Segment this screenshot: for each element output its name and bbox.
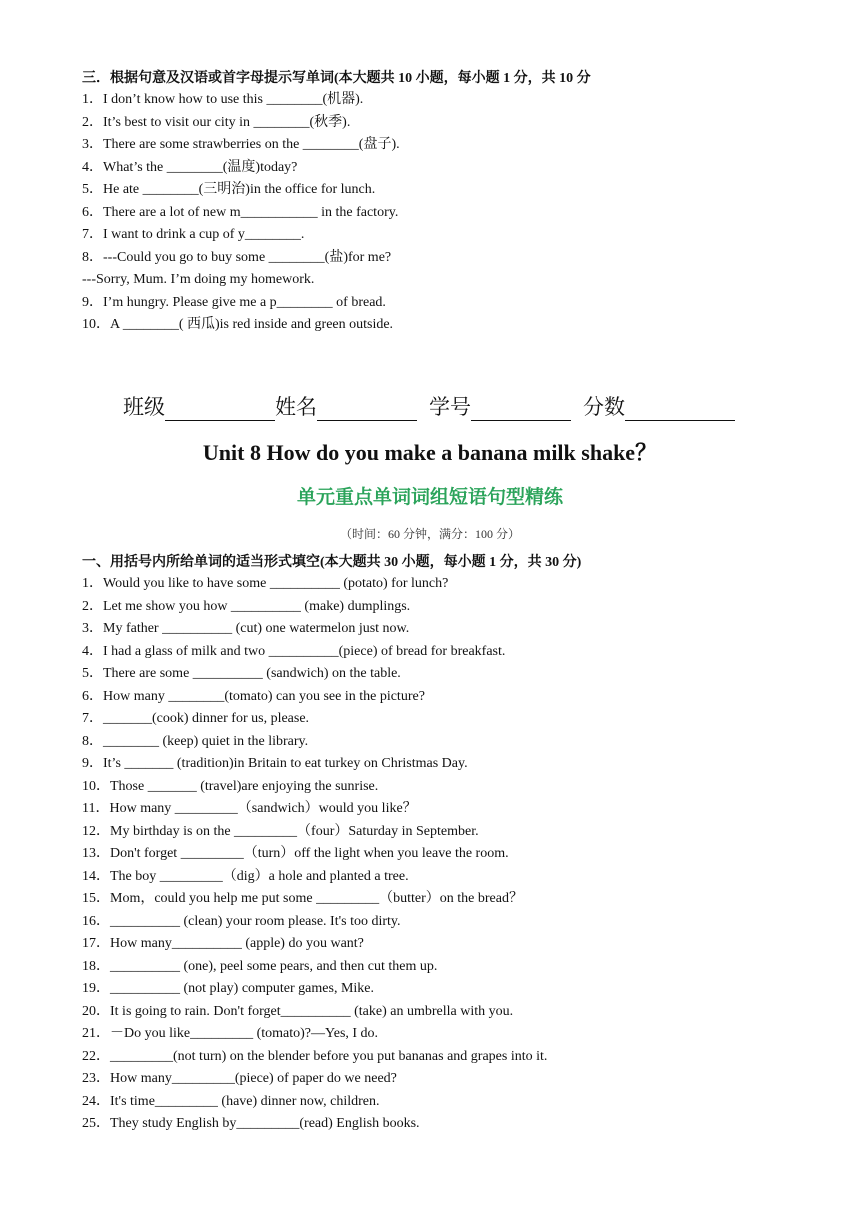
question-item: 7．I want to drink a cup of y________. — [82, 227, 305, 242]
question-item: 17．How many__________ (apple) do you want? — [82, 936, 364, 951]
question-item: 11．How many _________（sandwich）would you like？ — [82, 801, 417, 816]
section-3-title: 三．根据句意及汉语或首字母提示写单词(本大题共 10 小题，每小题 1 分，共 10 分 — [82, 71, 591, 86]
question-item: 2．Let me show you how __________ (make) dumplings. — [82, 598, 411, 614]
score-field[interactable] — [625, 398, 735, 421]
section-3-list — [82, 89, 400, 337]
question-item: 19．__________ (not play) computer games, Mike. — [82, 981, 375, 996]
question-item: 15．Mom，could you help me put some _________（butter）on the bread？ — [82, 891, 523, 906]
question-item: 4．I had a glass of milk and two __________(piece) of bread for breakfast. — [82, 643, 506, 659]
question-item: 20．It is going to rain. Don't forget__________ (take) an umbrella with you. — [82, 1003, 514, 1019]
question-item: 14．The boy _________（dig）a hole and planted a tree. — [82, 868, 409, 884]
name-label: 姓名 — [275, 395, 317, 419]
unit-title: Unit 8 How do you make a banana milk shake？ — [202, 440, 658, 465]
question-item: 8．________ (keep) quiet in the library. — [82, 733, 309, 749]
question-item: 5．There are some __________ (sandwich) on the table. — [82, 666, 401, 681]
number-label: 学号 — [429, 395, 471, 419]
question-item: 10．Those _______ (travel)are enjoying the sunrise. — [82, 778, 379, 794]
question-item: 24．It's time_________ (have) dinner now, children. — [82, 1093, 380, 1109]
question-item: 9．I’m hungry. Please give me a p________ of bread. — [82, 294, 386, 310]
question-item: 9．It’s _______ (tradition)in Britain to eat turkey on Christmas Day. — [82, 756, 468, 771]
question-item: 16．__________ (clean) your room please. It's too dirty. — [82, 913, 401, 929]
question-item: 5．He ate ________(三明治)in the office for lunch. — [82, 182, 376, 197]
question-item: 21．－Do you like_________ (tomato)?—Yes, I do. — [82, 1026, 379, 1041]
question-item: 10．A ________( 西瓜)is red inside and green outside. — [82, 317, 394, 332]
name-field[interactable] — [317, 398, 417, 421]
time-note: （时间：60 分钟，满分：100 分） — [339, 527, 520, 541]
question-item: 13．Don't forget _________（turn）off the light when you leave the room. — [82, 846, 509, 861]
question-item: 3．My father __________ (cut) one watermelon just now. — [82, 621, 410, 636]
question-item: 6．How many ________(tomato) can you see in the picture? — [82, 688, 425, 704]
section-1-list — [82, 573, 547, 1136]
number-field[interactable] — [471, 398, 571, 421]
class-label: 班级 — [123, 395, 165, 419]
score-label: 分数 — [583, 395, 625, 419]
question-item: 8．---Could you go to buy some ________(盐)for me? — [82, 249, 392, 265]
question-item: 3．There are some strawberries on the ________(盘子). — [82, 137, 400, 152]
question-item: 6．There are a lot of new m___________ in the factory. — [82, 204, 399, 220]
question-item: 7．_______(cook) dinner for us, please. — [82, 711, 310, 726]
question-item: ---Sorry, Mum. I’m doing my homework. — [82, 272, 315, 287]
question-item: 23．How many_________(piece) of paper do we need? — [82, 1071, 397, 1086]
question-item: 1．I don’t know how to use this ________(机器). — [82, 92, 364, 107]
question-item: 22．_________(not turn) on the blender before you put bananas and grapes into it. — [82, 1048, 548, 1064]
question-item: 1．Would you like to have some __________ (potato) for lunch? — [82, 576, 449, 591]
question-item: 18．__________ (one), peel some pears, and then cut them up. — [82, 958, 438, 974]
class-field[interactable] — [165, 398, 275, 421]
question-item: 25．They study English by_________(read) English books. — [82, 1116, 420, 1131]
unit-subtitle: 单元重点单词词组短语句型精练 — [296, 486, 563, 508]
section-1-title: 一、用括号内所给单词的适当形式填空(本大题共 30 小题，每小题 1 分，共 30 分) — [82, 555, 582, 570]
question-item: 12．My birthday is on the _________（four）Saturday in September. — [82, 823, 479, 839]
question-item: 4．What’s the ________(温度)today? — [82, 159, 298, 175]
question-item: 2．It’s best to visit our city in ________(秋季). — [82, 114, 351, 130]
student-info-header — [123, 391, 735, 421]
